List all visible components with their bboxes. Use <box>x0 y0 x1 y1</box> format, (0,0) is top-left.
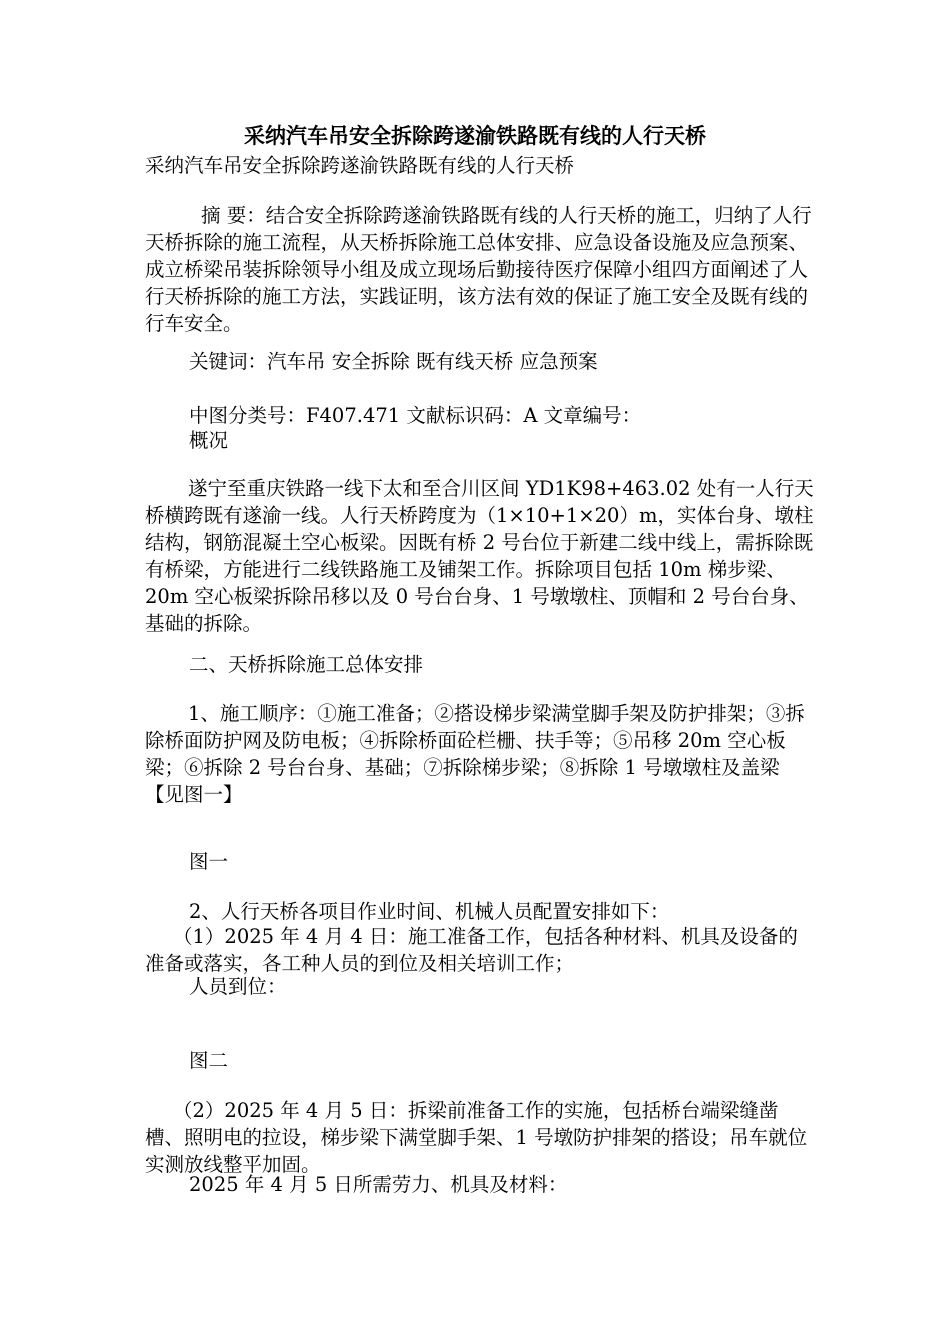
document-subtitle: 采纳汽车吊安全拆除跨遂渝铁路既有线的人行天桥 <box>145 154 575 177</box>
section2-heading: 二、天桥拆除施工总体安排 <box>189 653 424 676</box>
document-title: 采纳汽车吊安全拆除跨遂渝铁路既有线的人行天桥 <box>244 123 706 148</box>
schedule-item-2: （2）2025 年 4 月 5 日：拆梁前准备工作的实施，包括桥台端梁缝凿槽、照明电的拉设，梯步梁下满堂脚手架、1 号墩防护排架的搭设；吊车就位实测放线整平加固。 <box>145 1099 808 1176</box>
abstract-paragraph: 摘 要：结合安全拆除跨遂渝铁路既有线的人行天桥的施工，归纳了人行天桥拆除的施工流程，从天桥拆除施工总体安排、应急设备设施及应急预案、成立桥梁吊装拆除领导小组及成立现场后勤接待医疗保障小组四方面阐述了人行天桥拆除的施工方法，实践证明，该方法有效的保证了施工安全及既有线的行车安全。 <box>145 204 812 335</box>
personnel-line: 人员到位： <box>189 975 287 998</box>
classification-line: 中图分类号：F407.471 文献标识码：A 文章编号： <box>189 404 642 427</box>
figure2-label: 图二 <box>189 1049 229 1072</box>
keywords-line: 关键词：汽车吊 安全拆除 既有线天桥 应急预案 <box>189 350 598 373</box>
schedule-heading: 2、人行天桥各项目作业时间、机械人员配置安排如下： <box>189 900 670 923</box>
schedule-item-1: （1）2025 年 4 月 4 日：施工准备工作，包括各种材料、机具及设备的准备或落实，各工种人员的到位及相关培训工作； <box>145 925 798 975</box>
overview-paragraph: 遂宁至重庆铁路一线下太和至合川区间 YD1K98+463.02 处有一人行天桥横跨既有遂渝一线。人行天桥跨度为（1×10+1×20）m，实体台身、墩柱结构，钢筋混凝土空心板梁。因既有桥 2 号台位于新建二线中线上，需拆除既有桥梁，方能进行二线铁路施工及铺架工作。拆除项目包括 10m 梯步梁、20m 空心板梁拆除吊移以及 0 号台台身、1 号墩墩柱、顶帽和 2 号台台身、基础的拆除。 <box>145 477 814 635</box>
construction-sequence-paragraph: 1、施工顺序：①施工准备；②搭设梯步梁满堂脚手架及防护排架；③拆除桥面防护网及防电板；④拆除桥面砼栏栅、扶手等；⑤吊移 20m 空心板梁；⑥拆除 2 号台台身、基础；⑦拆除梯步梁；⑧拆除 1 号墩墩柱及盖梁 【见图一】 <box>145 702 805 806</box>
figure1-label: 图一 <box>189 850 229 873</box>
resources-line: 2025 年 4 月 5 日所需劳力、机具及材料： <box>189 1173 568 1196</box>
overview-heading: 概况 <box>189 429 229 452</box>
